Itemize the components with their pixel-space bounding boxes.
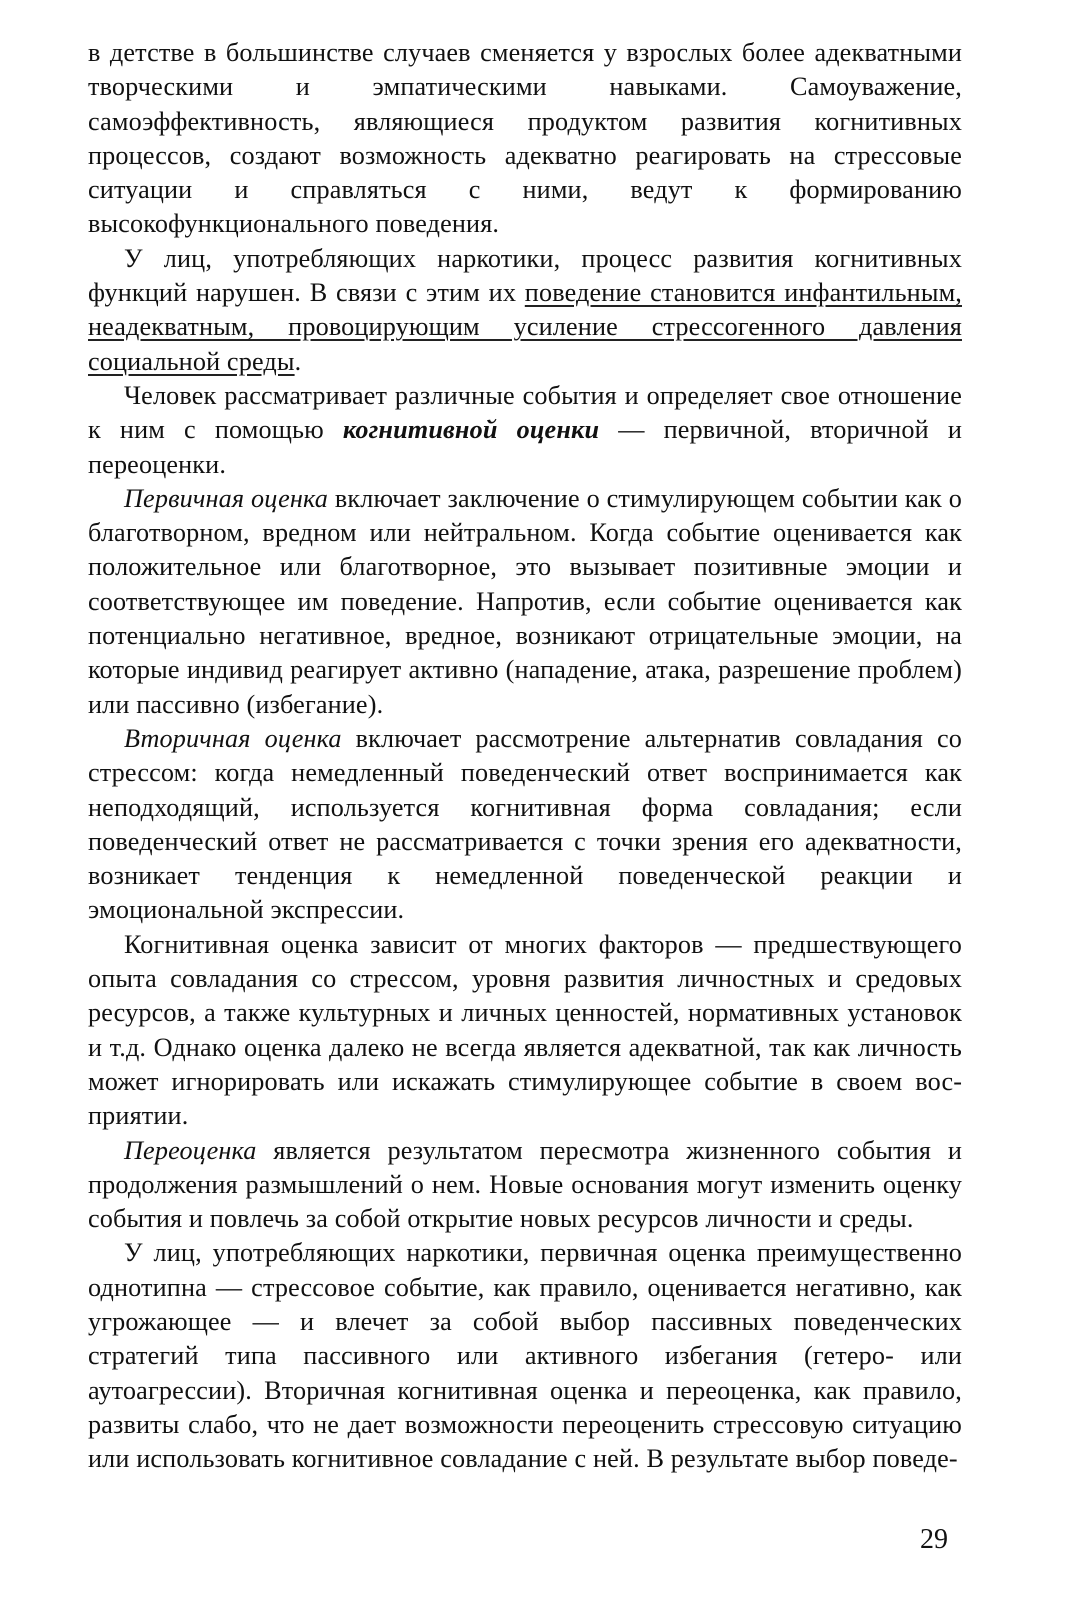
paragraph-7 [88, 1134, 962, 1237]
paragraph-3 [88, 379, 962, 482]
paragraph-7-text: является результатом пересмотра жизненного события и продолжения размышлений о нем. Новые основания могут изменить оценку события и повлечь за собой открытие новых ресурсов личности и среды. [88, 1135, 962, 1234]
page-number: 29 [920, 1524, 948, 1555]
paragraph-5 [88, 722, 962, 928]
term-primary-appraisal: Первичная оценка [124, 483, 329, 513]
paragraph-4-text: включает заключение о стимулирующем событии как о благотворном, вредном или нейтральном. Когда событие оценивается как положительное или благотворное, это вызывает позитивные эмоции и соответствующее им поведение. Напротив, если событие оценивается как потенциально негативное, вредное, возникают отрицательные эмоции, на которые индивид реагирует активно (нападение, атака, разрешение проблем) или пассивно (избегание). [88, 483, 962, 719]
term-reappraisal: Переоценка [124, 1135, 257, 1165]
term-cognitive-appraisal: когнитивной оценки [342, 415, 600, 445]
page-body [88, 36, 962, 1476]
paragraph-3-end: — первичной, вторичной и переоценки. [88, 415, 962, 479]
term-secondary-appraisal: Вторичная оценка [124, 723, 342, 753]
paragraph-8 [88, 1236, 962, 1476]
paragraph-8-text: У лиц, употребляющих наркотики, первичная оценка преимущественно однотипна — стрессовое событие, как правило, оценивается негативно, как угрожающее — и влечет за собой выбор пассивных поведенческих стратегий типа пассивного или активного избегания (гетеро- или аутоагрессии). Вторичная когнитивная оценка и переоценка, как правило, развиты слабо, что не дает возможности переоценить стрессовую ситуацию или использовать когнитивное совладание с ней. В результате выбор поведе- [88, 1238, 962, 1474]
paragraph-2-text: У лиц, употребляющих наркотики, процесс развития когнитивных функций нарушен. В связи с этим их [88, 243, 962, 308]
paragraph-6-text: Когнитивная оценка зависит от многих факторов — предшествующего опыта совладания со стрессом, уровня развития личностных и средовых ресурсов, а также культурных и личных ценностей, нормативных установок и т.д. Однако оценка далеко не всегда является адекватной, так как личность может игнорировать или искажать стимулирующее событие в своем восприятии. [88, 929, 962, 1131]
paragraph-1-text: в детстве в большинстве случаев сменяется у взрослых более адекватными творческими и эмпатическими навыками. Самоуважение, самоэффективность, являющиеся продуктом развития когнитивных процессов, создают возможность адекватно реагировать на стрессовые ситуации и справляться с ними, ведут к формированию высокофункционального поведения. [88, 38, 962, 239]
paragraph-1 [88, 36, 962, 242]
handwritten-underline: поведение становится инфантильным, неадекватным, провоцирующим усиление стрессогенного давления социальной среды [88, 278, 962, 376]
paragraph-5-text: включает рассмотрение альтернатив совладания со стрессом: когда немедленный поведенческий ответ воспринимается как неподходящий, используется когнитивная форма совладания; если поведенческий ответ не рассматривается с точки зрения его адекватности, возникает тенденция к немедленной поведенческой реакции и эмоциональной экспрессии. [88, 723, 962, 925]
paragraph-3-text: Человек рассматривает различные события и определяет свое отношение к ним с помощью [88, 380, 962, 445]
paragraph-2 [88, 242, 962, 379]
paragraph-2-end: . [294, 346, 302, 376]
paragraph-6 [88, 928, 962, 1134]
paragraph-4 [88, 482, 962, 722]
